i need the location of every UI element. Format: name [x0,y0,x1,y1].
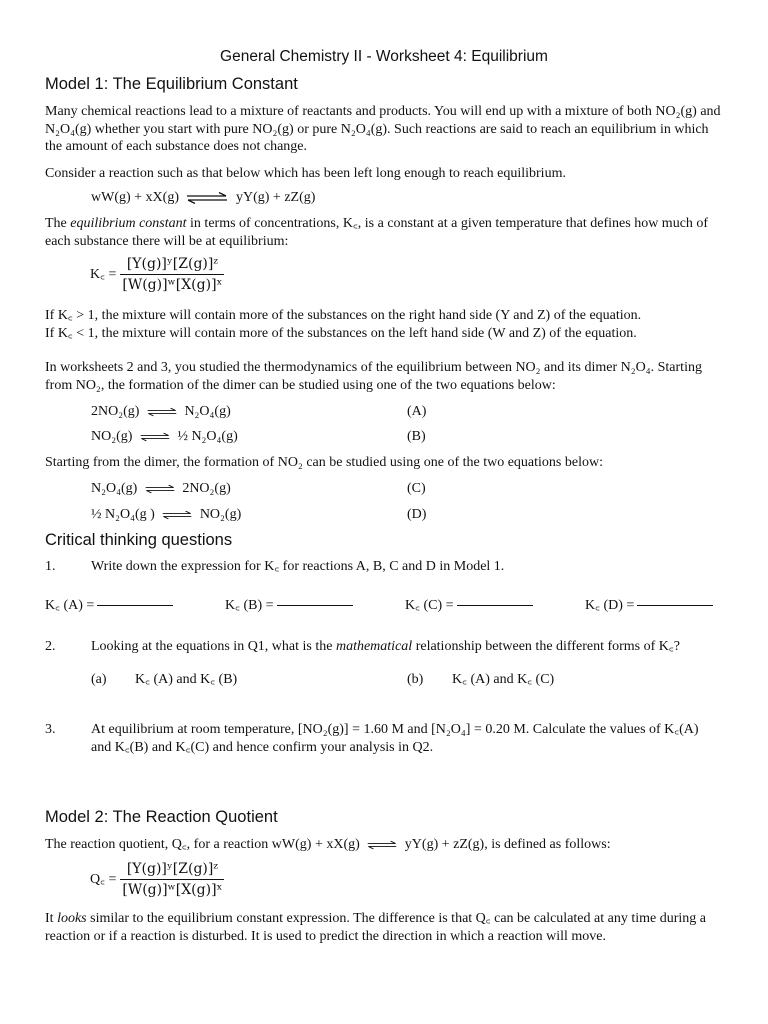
model2-heading: Model 2: The Reaction Quotient [45,808,278,826]
equation-d-label: (D) [407,507,427,522]
reaction-quotient-definition: The reaction quotient, Q꜀, for a reaction wW(g) + xX(g) yY(g) + zZ(g), is defined as follows: [45,837,611,852]
kc-c-answer: K꜀ (C) = [405,597,533,615]
qc-label: Q꜀ = [90,871,117,887]
equation-d-left: ½ N₂O₄(g ) [91,507,155,522]
kc-b-blank[interactable] [277,605,353,606]
equilibrium-arrow-icon [147,406,177,418]
equilibrium-arrow-icon [186,192,228,204]
kc-b-answer: K꜀ (B) = [225,597,353,615]
emphasis-looks: looks [57,911,87,926]
model1-worksheets-paragraph: In worksheets 2 and 3, you studied the thermodynamics of the equilibrium between NO₂ and its dimer N₂O₄. Starting from NO₂, the formation of the dimer can be studied using one of the two equations below: [45,360,702,393]
qc-numerator: [Y(g)]ʸ[Z(g)]ᶻ [120,861,224,880]
question-2-text: Looking at the equations in Q1, what is the mathematical relationship between the different forms of K꜀? [91,639,680,654]
model1-intro-paragraph: Many chemical reactions lead to a mixture of reactants and products. You will end up with a mixture of both NO₂(g) and N₂O₄(g) whether you start with pure NO₂(g) or pure N₂O₄(g). Such reactions are said to reach an equilibrium in which the amount of each substance does not change. [45,104,721,154]
general-equation [91,189,315,207]
equilibrium-arrow-icon [145,483,175,495]
kc-fraction [120,256,224,293]
equation-c-right: 2NO₂(g) [182,481,231,496]
equation-c [91,480,231,498]
equation-a-left: 2NO₂(g) [91,404,140,419]
equilibrium-arrow-icon [140,431,170,443]
equation-b-left: NO₂(g) [91,429,133,444]
question-3-number: 3. [45,722,56,737]
kc-label: K꜀ = [90,266,117,282]
model1-dimer-paragraph: Starting from the dimer, the formation of NO₂ can be studied using one of the two equations below: [45,455,603,470]
general-reactants: wW(g) + xX(g) [91,190,179,205]
kc-less-than-one: If K꜀ < 1, the mixture will contain more of the substances on the left hand side (W and Z) of the equation. [45,326,637,341]
kc-d-blank[interactable] [637,605,713,606]
kc-denominator: [W(g)]ʷ[X(g)]ˣ [122,277,223,293]
qc-fraction [120,861,224,898]
kc-a-blank[interactable] [97,605,173,606]
equation-d-right: NO₂(g) [199,507,242,522]
model2-looks-paragraph: It looks similar to the equilibrium constant expression. The difference is that Q꜀ can be calculated at any time during a reaction or if a reaction is disturbed. It is used to predict the direction in which a reaction will move. [45,911,706,944]
equation-d [91,506,241,524]
equation-c-left: N₂O₄(g) [91,481,138,496]
equilibrium-arrow-icon [367,839,397,851]
question-1-text: Write down the expression for K꜀ for reactions A, B, C and D in Model 1. [91,559,505,574]
page-title: General Chemistry II - Worksheet 4: Equilibrium [220,48,548,65]
qc-denominator: [W(g)]ʷ[X(g)]ˣ [122,882,223,898]
question-3-text: At equilibrium at room temperature, [NO₂(g)] = 1.60 M and [N₂O₄] = 0.20 M. Calculate the values of K꜀(A) and K꜀(B) and K꜀(C) and hence confirm your analysis in Q2. [91,722,699,755]
equilibrium-arrow-icon [162,509,192,521]
question-2b-label: (b) [407,672,424,687]
equation-c-label: (C) [407,481,426,496]
equilibrium-constant-definition: The equilibrium constant in terms of concentrations, K꜀, is a constant at a given temperature that defines how much of each substance there will be at equilibrium: [45,216,709,249]
question-2b-text: K꜀ (A) and K꜀ (C) [452,672,555,687]
critical-thinking-heading: Critical thinking questions [45,531,233,549]
question-2-number: 2. [45,639,56,654]
equation-a-label: (A) [407,404,427,419]
equation-b-label: (B) [407,429,426,444]
kc-numerator: [Y(g)]ʸ[Z(g)]ᶻ [120,256,224,275]
kc-a-answer: K꜀ (A) = [45,597,173,615]
kc-expression [90,256,224,293]
emphasis-equilibrium-constant: equilibrium constant [70,216,187,231]
equation-a-right: N₂O₄(g) [184,404,231,419]
general-products: yY(g) + zZ(g) [235,190,316,205]
question-2a-label: (a) [91,672,107,687]
model1-consider-paragraph: Consider a reaction such as that below which has been left long enough to reach equilibrium. [45,166,566,181]
equation-b-right: ½ N₂O₄(g) [177,429,238,444]
kc-greater-than-one: If K꜀ > 1, the mixture will contain more of the substances on the right hand side (Y and Z) of the equation. [45,308,642,323]
qc-expression [90,861,224,898]
model1-heading: Model 1: The Equilibrium Constant [45,75,298,93]
question-2a-text: K꜀ (A) and K꜀ (B) [135,672,238,687]
emphasis-mathematical: mathematical [335,639,413,654]
question-1-number: 1. [45,559,56,574]
kc-d-answer: K꜀ (D) = [585,597,713,615]
equation-a [91,403,231,421]
kc-c-blank[interactable] [457,605,533,606]
equation-b [91,428,238,446]
